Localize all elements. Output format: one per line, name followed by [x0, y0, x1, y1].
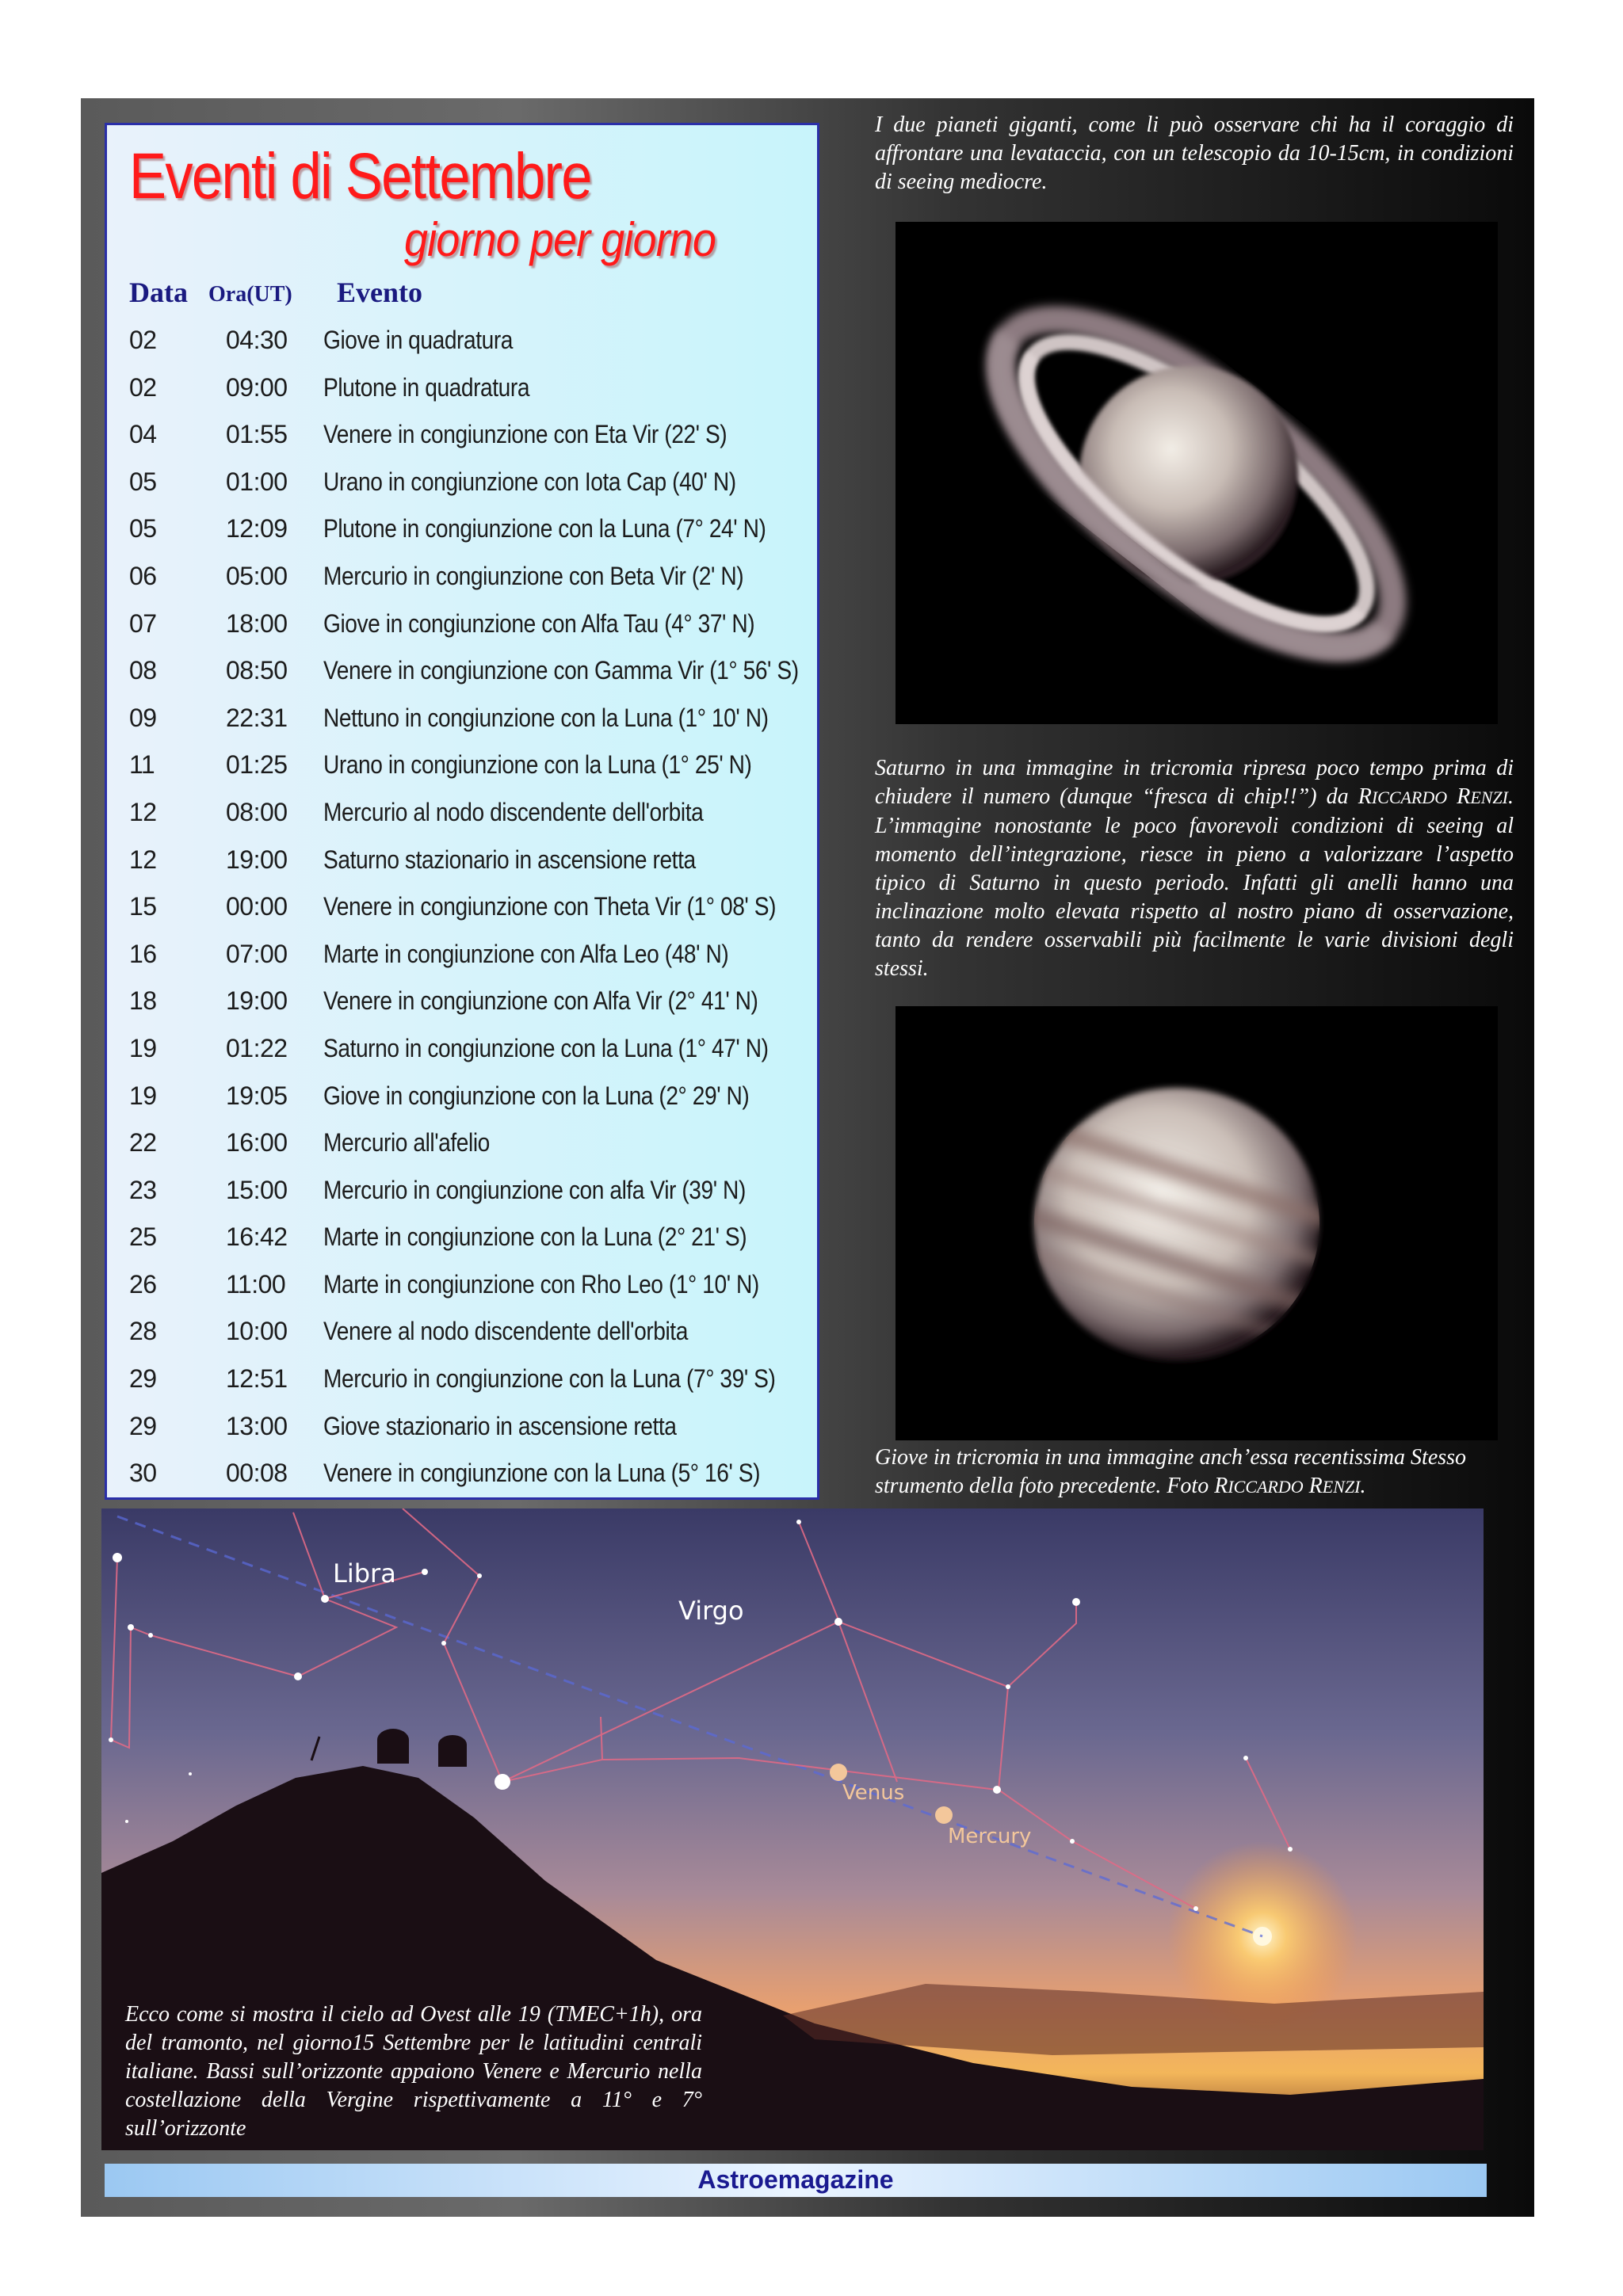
event-description: Mercurio all'afelio	[323, 1128, 490, 1158]
jupiter-caption-author: ENZI	[1322, 1477, 1361, 1497]
event-date: 02	[129, 326, 157, 354]
jupiter-caption	[875, 1444, 1514, 1501]
event-description: Giove stazionario in ascensione retta	[323, 1411, 677, 1440]
event-date: 15	[129, 892, 157, 921]
table-row	[129, 1452, 811, 1500]
label-virgo: Virgo	[678, 1596, 744, 1626]
event-description: Giove in congiunzione con Alfa Tau (4° 37' N)	[323, 608, 755, 638]
event-date: 25	[129, 1222, 157, 1252]
event-date: 16	[129, 939, 157, 968]
events-subtitle: giorno per giorno	[404, 213, 716, 266]
sky-caption: Ecco come si mostra il cielo ad Ovest alle 19 (TMEC+1h), ora del tramonto, nel giorno15 Settembre per le latitudini centrali italiane. Bassi sull’orizzonte appaiono Venere e Mercurio nella costellazione della Vergine rispettivamente a 11° e 7° sull’orizzonte	[125, 2002, 702, 2141]
saturn-image	[896, 222, 1498, 724]
event-description: Plutone in congiunzione con la Luna (7° 24' N)	[323, 514, 766, 543]
table-row	[129, 744, 811, 791]
event-time: 15:00	[226, 1175, 288, 1204]
event-time: 12:51	[226, 1364, 288, 1394]
column-header-event: Evento	[337, 277, 422, 308]
event-time: 04:30	[226, 326, 288, 354]
event-date: 05	[129, 514, 157, 543]
label-libra: Libra	[333, 1558, 396, 1589]
event-description: Giove in congiunzione con la Luna (2° 29' N)	[323, 1081, 750, 1110]
events-panel	[105, 123, 819, 1500]
table-row	[129, 367, 811, 414]
event-description: Venere in congiunzione con Eta Vir (22' S)	[323, 420, 727, 449]
table-row	[129, 1310, 811, 1358]
event-time: 01:25	[226, 750, 288, 780]
table-row	[129, 1405, 811, 1453]
event-time: 09:00	[226, 372, 288, 402]
table-row	[129, 933, 811, 981]
event-time: 18:00	[226, 608, 288, 638]
event-time: 07:00	[226, 939, 288, 968]
table-row	[129, 461, 811, 509]
footer-label: Astroemagazine	[697, 2165, 894, 2194]
event-description: Urano in congiunzione con Iota Cap (40' N)	[323, 467, 736, 496]
jupiter-image	[896, 1006, 1498, 1440]
event-time: 00:00	[226, 892, 288, 921]
event-description: Venere in congiunzione con Alfa Vir (2° 41' N)	[323, 986, 758, 1016]
event-description: Nettuno in congiunzione con la Luna (1° 10' N)	[323, 703, 769, 732]
saturn-caption-text: Saturno in una immagine in tricromia ripresa poco tempo prima di chiudere il numero (dunque “fresca di chip!!”) da	[875, 756, 1514, 809]
table-row	[129, 508, 811, 555]
footer-bar	[105, 2164, 1487, 2197]
event-description: Venere in congiunzione con Theta Vir (1° 08' S)	[323, 892, 777, 921]
jupiter-caption-author: R	[1214, 1474, 1228, 1498]
event-date: 08	[129, 656, 157, 685]
event-time: 11:00	[226, 1269, 286, 1299]
event-time: 01:22	[226, 1033, 288, 1062]
event-date: 29	[129, 1364, 157, 1394]
events-table-header	[129, 276, 795, 315]
event-description: Venere al nodo discendente dell'orbita	[323, 1317, 688, 1346]
event-date: 12	[129, 797, 157, 826]
event-description: Plutone in quadratura	[323, 372, 530, 402]
event-date: 19	[129, 1081, 157, 1110]
event-date: 07	[129, 608, 157, 638]
label-mercury: Mercury	[948, 1825, 1032, 1848]
event-time: 00:08	[226, 1459, 288, 1488]
event-date: 02	[129, 372, 157, 402]
saturn-caption-author: R	[1457, 784, 1471, 809]
event-time: 13:00	[226, 1411, 288, 1440]
event-time: 08:00	[226, 797, 288, 826]
saturn-caption	[875, 754, 1514, 983]
table-row	[129, 1358, 811, 1405]
event-description: Mercurio in congiunzione con la Luna (7° 39' S)	[323, 1364, 776, 1394]
event-time: 10:00	[226, 1317, 288, 1346]
event-date: 29	[129, 1411, 157, 1440]
event-description: Venere in congiunzione con Gamma Vir (1° 56' S)	[323, 656, 799, 685]
jupiter-photo	[896, 1006, 1498, 1440]
event-date: 30	[129, 1459, 157, 1488]
event-description: Marte in congiunzione con Alfa Leo (48' N)	[323, 939, 729, 968]
event-date: 22	[129, 1128, 157, 1158]
event-date: 28	[129, 1317, 157, 1346]
table-row	[129, 980, 811, 1028]
event-time: 12:09	[226, 514, 288, 543]
event-description: Marte in congiunzione con Rho Leo (1° 10' N)	[323, 1269, 759, 1299]
event-date: 23	[129, 1175, 157, 1204]
table-row	[129, 319, 811, 367]
table-row	[129, 886, 811, 933]
table-row	[129, 555, 811, 603]
table-row	[129, 1264, 811, 1311]
event-time: 01:55	[226, 420, 288, 449]
event-time: 19:00	[226, 845, 288, 874]
label-venus: Venus	[842, 1781, 905, 1805]
planets-intro-caption: I due pianeti giganti, come li può osservare chi ha il coraggio di affrontare una levataccia, con un telescopio da 10-15cm, in condizioni di seeing mediocre.	[875, 113, 1514, 194]
event-description: Saturno in congiunzione con la Luna (1° 47' N)	[323, 1033, 769, 1062]
event-description: Urano in congiunzione con la Luna (1° 25' N)	[323, 750, 752, 780]
event-time: 22:31	[226, 703, 288, 732]
event-date: 09	[129, 703, 157, 732]
jupiter-caption-author: R	[1308, 1474, 1323, 1498]
jupiter-caption-text: Giove in tricromia in una immagine anch’essa recentissima Stesso strumento della foto precedente. Foto	[875, 1445, 1467, 1498]
event-description: Venere in congiunzione con la Luna (5° 16' S)	[323, 1459, 761, 1488]
events-table-body	[129, 319, 811, 1500]
event-time: 16:00	[226, 1128, 288, 1158]
saturn-caption-author: ENZI	[1470, 788, 1508, 807]
jupiter-caption-author: ICCARDO	[1228, 1477, 1304, 1497]
table-row	[129, 839, 811, 887]
events-title: Eventi di Settembre	[129, 140, 591, 212]
event-date: 06	[129, 561, 157, 590]
jupiter-caption-text: .	[1360, 1474, 1366, 1498]
event-date: 26	[129, 1269, 157, 1299]
table-row	[129, 1028, 811, 1075]
event-time: 19:05	[226, 1081, 288, 1110]
event-description: Mercurio al nodo discendente dell'orbita	[323, 797, 704, 826]
event-time: 19:00	[226, 986, 288, 1016]
saturn-caption-author: R	[1358, 784, 1372, 809]
table-row	[129, 603, 811, 650]
event-date: 04	[129, 420, 157, 449]
table-row	[129, 1169, 811, 1217]
event-date: 11	[129, 750, 155, 780]
table-row	[129, 1216, 811, 1264]
event-description: Giove in quadratura	[323, 326, 513, 354]
table-row	[129, 414, 811, 461]
event-description: Mercurio in congiunzione con Beta Vir (2' N)	[323, 561, 744, 590]
table-row	[129, 1075, 811, 1123]
table-row	[129, 697, 811, 745]
event-description: Marte in congiunzione con la Luna (2° 21' S)	[323, 1222, 747, 1252]
event-date: 12	[129, 845, 157, 874]
event-time: 05:00	[226, 561, 288, 590]
saturn-caption-author: ICCARDO	[1371, 788, 1448, 807]
event-description: Mercurio in congiunzione con alfa Vir (39' N)	[323, 1175, 746, 1204]
event-time: 01:00	[226, 467, 288, 496]
event-date: 19	[129, 1033, 157, 1062]
event-time: 08:50	[226, 656, 288, 685]
table-row	[129, 1122, 811, 1169]
saturn-caption-text: . L’immagine nonostante le poco favorevoli condizioni di seeing al momento dell’integrazione, riesce in pieno a valorizzare l’aspetto tipico di Saturno in questo periodo. Infatti gli anelli hanno una inclinazione molto elevata rispetto al nostro piano di osservazione, tanto da rendere osservabili più facilmente le varie divisioni degli stessi.	[875, 784, 1514, 981]
event-date: 05	[129, 467, 157, 496]
column-header-date: Data	[129, 277, 188, 308]
table-row	[129, 791, 811, 839]
event-time: 16:42	[226, 1222, 288, 1252]
column-header-time: Ora(UT)	[208, 282, 292, 307]
table-row	[129, 650, 811, 697]
event-description: Saturno stazionario in ascensione retta	[323, 845, 696, 874]
event-date: 18	[129, 986, 157, 1016]
saturn-photo	[896, 222, 1498, 724]
